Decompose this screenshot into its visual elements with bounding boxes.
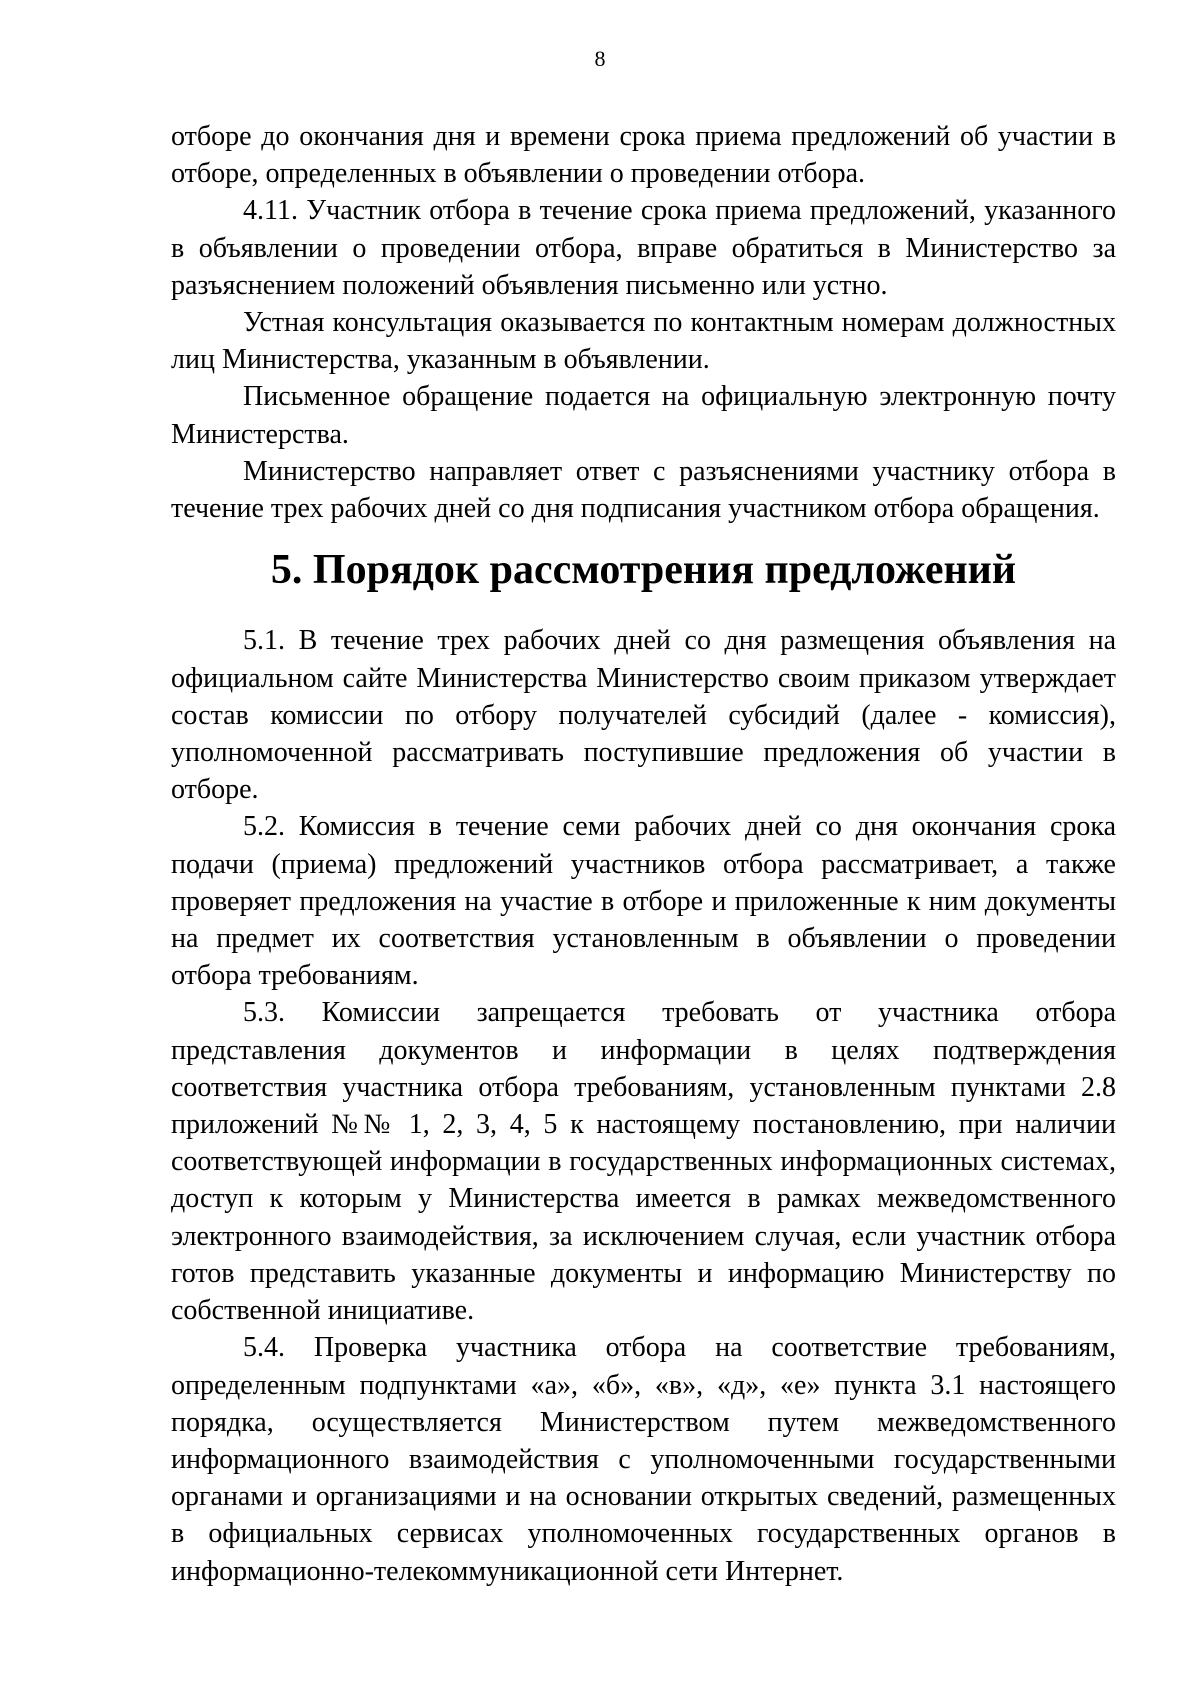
- paragraph-oral-consultation: Устная консультация оказывается по контактным номерам должностных лиц Министерства, указанным в объявлении.: [171, 307, 1116, 376]
- paragraph-5-4: 5.4. Проверка участника отбора на соответствие требованиям, определенным подпунктами «а», «б», «в», «д», «е» пункта 3.1 настоящего порядка, осуществляется Министерством путем межведомственного информационного взаимодействия с уполномоченными государственными органами и организациями и на основании открытых сведений, размещенных в официальных сервисах уполномоченных государственных органов в информационно-телекоммуникационной сети Интернет.: [171, 1332, 1116, 1587]
- paragraph-continuation: отборе до окончания дня и времени срока приема предложений об участии в отборе, определенных в объявлении о проведении отбора.: [171, 121, 1116, 190]
- paragraph-5-1: 5.1. В течение трех рабочих дней со дня размещения объявления на официальном сайте Министерства Министерство своим приказом утверждает состав комиссии по отбору получателей субсидий (далее - комиссия), уполномоченной рассматривать поступившие предложения об участии в отборе.: [171, 625, 1116, 806]
- paragraph-5-2: 5.2. Комиссия в течение семи рабочих дней со дня окончания срока подачи (приема) предложений участников отбора рассматривает, а также проверяет предложения на участие в отборе и приложенные к ним документы на предмет их соответствия установленным в объявлении о проведении отбора требованиям.: [171, 811, 1116, 992]
- section-5-heading: 5. Порядок рассмотрения предложений: [270, 547, 1017, 594]
- paragraph-5-3: 5.3. Комиссии запрещается требовать от участника отбора представления документов и информации в целях подтверждения соответствия участника отбора требованиям, установленным пунктами 2.8 приложений №№ 1, 2, 3, 4, 5 к настоящему постановлению, при наличии соответствующей информации в государственных информационных системах, доступ к которым у Министерства имеется в рамках межведомственного электронного взаимодействия, за исключением случая, если участник отбора готов представить указанные документы и информацию Министерству по собственной инициативе.: [171, 997, 1116, 1327]
- paragraph-ministry-answer: Министерство направляет ответ с разъяснениями участнику отбора в течение трех рабочих дней со дня подписания участником отбора обращения.: [171, 455, 1116, 525]
- page-number: 8: [594, 46, 606, 71]
- paragraph-written-request: Письменное обращение подается на официальную электронную почту Министерства.: [171, 381, 1116, 450]
- document-body: [171, 118, 1116, 1590]
- paragraph-4-11: 4.11. Участник отбора в течение срока приема предложений, указанного в объявлении о проведении отбора, вправе обратиться в Министерство за разъяснением положений объявления письменно или устно.: [171, 195, 1116, 301]
